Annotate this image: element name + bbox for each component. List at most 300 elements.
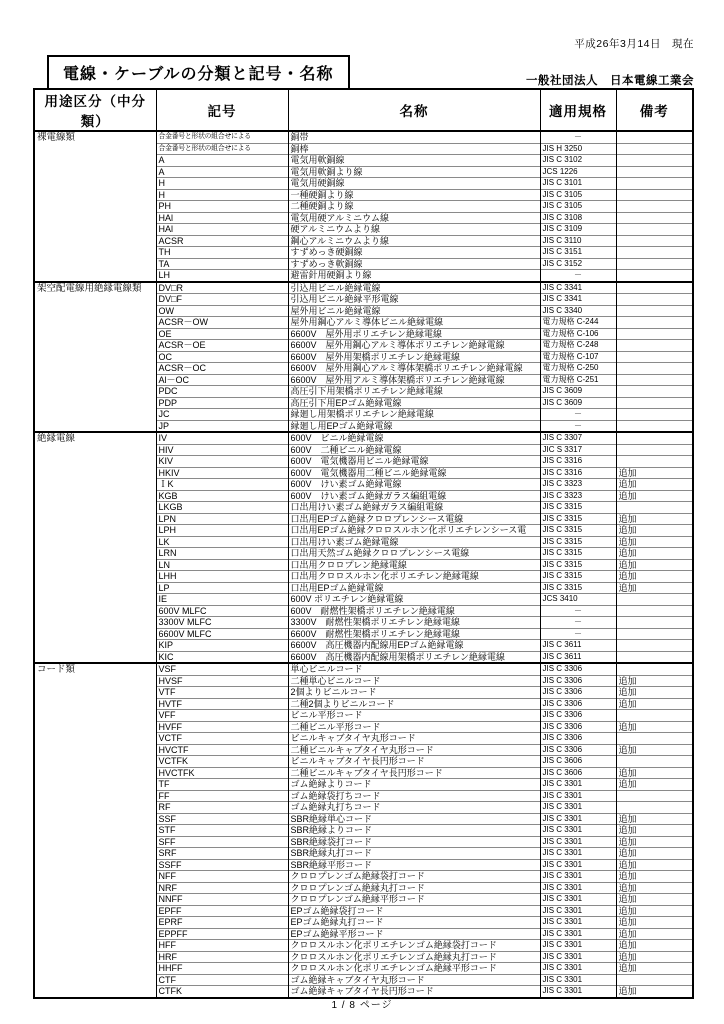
category-cell: 架空配電線用絶縁電線類 (34, 282, 156, 433)
symbol-cell: LPH (156, 525, 288, 537)
name-cell: 口出用けい素ゴム絶縁ガラス編組電線 (288, 502, 540, 514)
standard-cell: JIS C 3306 (540, 663, 616, 675)
symbol-cell: VFF (156, 710, 288, 722)
standard-cell: JIS C 3301 (540, 986, 616, 998)
symbol-cell: LK (156, 536, 288, 548)
symbol-cell: SSF (156, 813, 288, 825)
standard-cell: JIS C 3301 (540, 871, 616, 883)
remark-cell: 追加 (616, 825, 693, 837)
standard-cell: JIS C 3606 (540, 767, 616, 779)
standard-cell: 電力規格 C-244 (540, 317, 616, 329)
symbol-cell: ACSR (156, 235, 288, 247)
symbol-cell: HVTF (156, 698, 288, 710)
remark-cell: 追加 (616, 779, 693, 791)
standard-cell: JIS C 3609 (540, 386, 616, 398)
symbol-cell: KIV (156, 456, 288, 468)
remark-cell (616, 974, 693, 986)
name-cell: 縁廻し用架橋ポリエチレン絶縁電線 (288, 409, 540, 421)
remark-cell: 追加 (616, 767, 693, 779)
remark-cell (616, 502, 693, 514)
name-cell: 電気用硬銅線 (288, 178, 540, 190)
symbol-cell: KGB (156, 490, 288, 502)
name-cell: 縁廻し用EPゴム絶縁電線 (288, 420, 540, 432)
remark-cell: 追加 (616, 559, 693, 571)
symbol-cell: TH (156, 247, 288, 259)
symbol-cell: IE (156, 594, 288, 606)
symbol-cell: ＩK (156, 479, 288, 491)
remark-cell (616, 224, 693, 236)
standard-cell: JIS C 3301 (540, 928, 616, 940)
remark-cell (616, 351, 693, 363)
page-number: 1 / 8 ページ (331, 1000, 393, 1011)
standard-cell: － (540, 605, 616, 617)
symbol-cell: IV (156, 432, 288, 444)
table-body (34, 131, 693, 998)
column-header-standard: 適用規格 (540, 89, 616, 131)
symbol-cell: Al－OC (156, 374, 288, 386)
name-cell: SBR絶縁丸打コード (288, 848, 540, 860)
table-header-row (34, 89, 693, 131)
symbol-cell: EPPFF (156, 928, 288, 940)
remark-cell (616, 155, 693, 167)
standard-cell: JIS C 3301 (540, 859, 616, 871)
remark-cell: 追加 (616, 582, 693, 594)
standard-cell: JIS C 3301 (540, 963, 616, 975)
table-row (34, 131, 693, 143)
symbol-cell: ACSR－OC (156, 363, 288, 375)
name-cell: 600V ポリエチレン絶縁電線 (288, 594, 540, 606)
name-cell: 鋼心アルミニウムより線 (288, 235, 540, 247)
remark-cell: 追加 (616, 513, 693, 525)
symbol-cell: VTF (156, 687, 288, 699)
standard-cell: JIS C 3323 (540, 490, 616, 502)
standard-cell: JIS C 3307 (540, 432, 616, 444)
name-cell: 屋外用鋼心アルミ導体ビニル絶縁電線 (288, 317, 540, 329)
standard-cell: JCS 1226 (540, 166, 616, 178)
symbol-cell: LRN (156, 548, 288, 560)
standard-cell: JIS C 3315 (540, 525, 616, 537)
symbol-cell: H (156, 189, 288, 201)
symbol-cell: JC (156, 409, 288, 421)
remark-cell (616, 640, 693, 652)
table-row (34, 282, 693, 294)
remark-cell: 追加 (616, 675, 693, 687)
standard-cell: JIS C 3301 (540, 974, 616, 986)
name-cell: SBR絶縁平形コード (288, 859, 540, 871)
remark-cell (616, 143, 693, 155)
remark-cell: 追加 (616, 963, 693, 975)
standard-cell: － (540, 131, 616, 143)
symbol-cell: 合金番号と形状の組合せによる (156, 143, 288, 155)
standard-cell: JIS C 3108 (540, 212, 616, 224)
remark-cell (616, 802, 693, 814)
name-cell: ゴム絶縁袋打ちコード (288, 790, 540, 802)
remark-cell (616, 247, 693, 259)
symbol-cell: SRF (156, 848, 288, 860)
remark-cell (616, 733, 693, 745)
remark-cell: 追加 (616, 721, 693, 733)
standard-cell: JIS C 3340 (540, 305, 616, 317)
name-cell: ゴム絶縁よりコード (288, 779, 540, 791)
remark-cell (616, 756, 693, 768)
symbol-cell: DV□F (156, 294, 288, 306)
remark-cell (616, 710, 693, 722)
remark-cell (616, 594, 693, 606)
remark-cell: 追加 (616, 698, 693, 710)
remark-cell (616, 409, 693, 421)
symbol-cell: HIV (156, 444, 288, 456)
remark-cell (616, 363, 693, 375)
symbol-cell: ACSR－OE (156, 340, 288, 352)
standard-cell: JIS C 3609 (540, 397, 616, 409)
remark-cell: 追加 (616, 859, 693, 871)
standard-cell: JIS C 3301 (540, 940, 616, 952)
symbol-cell: CTF (156, 974, 288, 986)
standard-cell: JIS C 3110 (540, 235, 616, 247)
name-cell: SBR絶縁よりコード (288, 825, 540, 837)
name-cell: 電気用硬アルミニウム線 (288, 212, 540, 224)
standard-cell: 電力規格 C-106 (540, 328, 616, 340)
standard-cell: JCS 3410 (540, 594, 616, 606)
remark-cell (616, 258, 693, 270)
name-cell: クロロスルホン化ポリエチレンゴム絶縁平形コード (288, 963, 540, 975)
remark-cell (616, 282, 693, 294)
name-cell: 二種ビニルキャブタイヤ丸形コード (288, 744, 540, 756)
name-cell: EPゴム絶縁平形コード (288, 928, 540, 940)
name-cell: クロロスルホン化ポリエチレンゴム絶縁丸打コード (288, 951, 540, 963)
name-cell: 600V 電気機器用ビニル絶縁電線 (288, 456, 540, 468)
name-cell: EPゴム絶縁丸打コード (288, 917, 540, 929)
name-cell: 口出用EPゴム絶縁クロロスルホン化ポリエチレンシース電 (288, 525, 540, 537)
remark-cell (616, 235, 693, 247)
standard-cell: JIS C 3323 (540, 479, 616, 491)
remark-cell (616, 328, 693, 340)
remark-cell (616, 178, 693, 190)
standard-cell: JIS C 3341 (540, 294, 616, 306)
category-cell: 裸電線類 (34, 131, 156, 282)
remark-cell: 追加 (616, 951, 693, 963)
standard-cell: JIS C 3316 (540, 467, 616, 479)
standard-cell: JIS C 3306 (540, 675, 616, 687)
symbol-cell: LH (156, 270, 288, 282)
remark-cell (616, 317, 693, 329)
standard-cell: － (540, 409, 616, 421)
symbol-cell: A (156, 155, 288, 167)
remark-cell: 追加 (616, 479, 693, 491)
standard-cell: － (540, 270, 616, 282)
symbol-cell: KIC (156, 651, 288, 663)
remark-cell (616, 617, 693, 629)
name-cell: すずめっき軟銅線 (288, 258, 540, 270)
symbol-cell: NNFF (156, 894, 288, 906)
symbol-cell: PDP (156, 397, 288, 409)
name-cell: 銅帯 (288, 131, 540, 143)
name-cell: 6600V 屋外用鋼心アルミ導体ポリエチレン絶縁電線 (288, 340, 540, 352)
name-cell: 600V けい素ゴム絶縁ガラス編組電線 (288, 490, 540, 502)
name-cell: 6600V 高圧機器内配線用架橋ポリエチレン絶縁電線 (288, 651, 540, 663)
symbol-cell: LPN (156, 513, 288, 525)
symbol-cell: LKGB (156, 502, 288, 514)
remark-cell: 追加 (616, 894, 693, 906)
standard-cell: JIS C 3301 (540, 882, 616, 894)
name-cell: 口出用EPゴム絶縁クロロプレンシース電線 (288, 513, 540, 525)
standard-cell: JIS C 3606 (540, 756, 616, 768)
column-header-symbol: 記号 (156, 89, 288, 131)
standard-cell: JIS C 3341 (540, 282, 616, 294)
name-cell: 6600V 屋外用架橋ポリエチレン絶縁電線 (288, 351, 540, 363)
standard-cell: JIS C 3105 (540, 201, 616, 213)
remark-cell: 追加 (616, 467, 693, 479)
name-cell: 二種ビニル平形コード (288, 721, 540, 733)
name-cell: 硬アルミニウムより線 (288, 224, 540, 236)
remark-cell: 追加 (616, 548, 693, 560)
symbol-cell: DV□R (156, 282, 288, 294)
symbol-cell: SFF (156, 836, 288, 848)
name-cell: クロロスルホン化ポリエチレンゴム絶縁袋打コード (288, 940, 540, 952)
symbol-cell: TF (156, 779, 288, 791)
name-cell: 口出用けい素ゴム絶縁電線 (288, 536, 540, 548)
remark-cell (616, 628, 693, 640)
name-cell: 屋外用ビニル絶縁電線 (288, 305, 540, 317)
remark-cell (616, 270, 693, 282)
remark-cell (616, 305, 693, 317)
name-cell: クロロプレンゴム絶縁袋打コード (288, 871, 540, 883)
name-cell: クロロプレンゴム絶縁丸打コード (288, 882, 540, 894)
standard-cell: JIS C 3611 (540, 651, 616, 663)
symbol-cell: A (156, 166, 288, 178)
remark-cell: 追加 (616, 940, 693, 952)
standard-cell: JIS C 3105 (540, 189, 616, 201)
name-cell: ゴム絶縁丸打ちコード (288, 802, 540, 814)
remark-cell: 追加 (616, 836, 693, 848)
remark-cell: 追加 (616, 813, 693, 825)
name-cell: 引込用ビニル絶縁電線 (288, 282, 540, 294)
name-cell: SBR絶縁単心コード (288, 813, 540, 825)
symbol-cell: HRF (156, 951, 288, 963)
standard-cell: JIS C 3301 (540, 802, 616, 814)
standard-cell: JIS C 3301 (540, 848, 616, 860)
standard-cell: JIS C 3306 (540, 744, 616, 756)
remark-cell (616, 444, 693, 456)
remark-cell (616, 397, 693, 409)
remark-cell (616, 374, 693, 386)
remark-cell: 追加 (616, 525, 693, 537)
symbol-cell: VSF (156, 663, 288, 675)
category-cell: 絶縁電線 (34, 432, 156, 663)
symbol-cell: HVCTFK (156, 767, 288, 779)
name-cell: すずめっき硬銅線 (288, 247, 540, 259)
remark-cell: 追加 (616, 986, 693, 998)
table-row (34, 663, 693, 675)
remark-cell (616, 456, 693, 468)
symbol-cell: NFF (156, 871, 288, 883)
standard-cell: JIS C 3306 (540, 733, 616, 745)
remark-cell: 追加 (616, 536, 693, 548)
remark-cell: 追加 (616, 917, 693, 929)
symbol-cell: EPFF (156, 905, 288, 917)
symbol-cell: LN (156, 559, 288, 571)
table-header (34, 89, 693, 131)
remark-cell (616, 386, 693, 398)
symbol-cell: OC (156, 351, 288, 363)
symbol-cell: SSFF (156, 859, 288, 871)
remark-cell (616, 605, 693, 617)
symbol-cell: CTFK (156, 986, 288, 998)
name-cell: クロロプレンゴム絶縁平形コード (288, 894, 540, 906)
symbol-cell: LHH (156, 571, 288, 583)
symbol-cell: HVFF (156, 721, 288, 733)
standard-cell: JIS C 3306 (540, 698, 616, 710)
remark-cell (616, 790, 693, 802)
name-cell: EPゴム絶縁袋打コード (288, 905, 540, 917)
remark-cell: 追加 (616, 871, 693, 883)
standard-cell: JIS C 3315 (540, 571, 616, 583)
name-cell: 口出用クロロスルホン化ポリエチレン絶縁電線 (288, 571, 540, 583)
symbol-cell: H (156, 178, 288, 190)
name-cell: SBR絶縁袋打コード (288, 836, 540, 848)
table-row (34, 432, 693, 444)
name-cell: 口出用クロロプレン絶縁電線 (288, 559, 540, 571)
column-header-remark: 備考 (616, 89, 693, 131)
symbol-cell: VCTF (156, 733, 288, 745)
remark-cell: 追加 (616, 905, 693, 917)
remark-cell (616, 131, 693, 143)
name-cell: 600V ビニル絶縁電線 (288, 432, 540, 444)
symbol-cell: NRF (156, 882, 288, 894)
name-cell: 2個よりビニルコード (288, 687, 540, 699)
symbol-cell: EPRF (156, 917, 288, 929)
standard-cell: JIS C 3102 (540, 155, 616, 167)
name-cell: ビニルキャブタイヤ丸形コード (288, 733, 540, 745)
standard-cell: － (540, 628, 616, 640)
wire-classification-table (33, 88, 694, 999)
standard-cell: JIS C 3306 (540, 710, 616, 722)
symbol-cell: FF (156, 790, 288, 802)
symbol-cell: OW (156, 305, 288, 317)
standard-cell: 電力規格 C-251 (540, 374, 616, 386)
symbol-cell: KIP (156, 640, 288, 652)
remark-cell (616, 166, 693, 178)
name-cell: 高圧引下用EPゴム絶縁電線 (288, 397, 540, 409)
standard-cell: JIS C 3315 (540, 502, 616, 514)
standard-cell: JIS C 3101 (540, 178, 616, 190)
symbol-cell: 合金番号と形状の組合せによる (156, 131, 288, 143)
standard-cell: JIC S 3317 (540, 444, 616, 456)
remark-cell (616, 189, 693, 201)
standard-cell: 電力規格 C-248 (540, 340, 616, 352)
name-cell: 電気用軟銅線 (288, 155, 540, 167)
remark-cell (616, 663, 693, 675)
name-cell: 銅棒 (288, 143, 540, 155)
remark-cell (616, 294, 693, 306)
remark-cell: 追加 (616, 928, 693, 940)
standard-cell: JIS C 3315 (540, 536, 616, 548)
name-cell: 口出用EPゴム絶縁電線 (288, 582, 540, 594)
name-cell: 一種硬銅より線 (288, 189, 540, 201)
name-cell: ゴム絶縁キャブタイヤ丸形コード (288, 974, 540, 986)
name-cell: 二種ビニルキャブタイヤ長円形コード (288, 767, 540, 779)
symbol-cell: PDC (156, 386, 288, 398)
standard-cell: JIS C 3109 (540, 224, 616, 236)
standard-cell: JIS C 3152 (540, 258, 616, 270)
standard-cell: JIS C 3301 (540, 951, 616, 963)
standard-cell: JIS C 3315 (540, 559, 616, 571)
remark-cell: 追加 (616, 744, 693, 756)
name-cell: 引込用ビニル絶縁平形電線 (288, 294, 540, 306)
organization-name: 一般社団法人 日本電線工業会 (526, 75, 694, 87)
symbol-cell: 6600V MLFC (156, 628, 288, 640)
symbol-cell: HVSF (156, 675, 288, 687)
category-cell: コード類 (34, 663, 156, 998)
name-cell: 6600V 屋外用アルミ導体架橋ポリエチレン絶縁電線 (288, 374, 540, 386)
name-cell: ゴム絶縁キャブタイヤ長円形コード (288, 986, 540, 998)
remark-cell: 追加 (616, 490, 693, 502)
name-cell: 二種2個よりビニルコード (288, 698, 540, 710)
symbol-cell: OE (156, 328, 288, 340)
symbol-cell: 3300V MLFC (156, 617, 288, 629)
standard-cell: JIS C 3301 (540, 836, 616, 848)
remark-cell (616, 340, 693, 352)
standard-cell: JIS C 3316 (540, 456, 616, 468)
symbol-cell: TA (156, 258, 288, 270)
symbol-cell: ACSR－OW (156, 317, 288, 329)
standard-cell: JIS C 3151 (540, 247, 616, 259)
name-cell: 二種硬銅より線 (288, 201, 540, 213)
standard-cell: JIS C 3306 (540, 687, 616, 699)
symbol-cell: JP (156, 420, 288, 432)
name-cell: 単心ビニルコード (288, 663, 540, 675)
remark-cell: 追加 (616, 882, 693, 894)
standard-cell: JIS C 3301 (540, 894, 616, 906)
remark-cell (616, 212, 693, 224)
date-line: 平成26年3月14日 現在 (574, 38, 694, 50)
symbol-cell: HAl (156, 224, 288, 236)
name-cell: 6600V 屋外用鋼心アルミ導体架橋ポリエチレン絶縁電線 (288, 363, 540, 375)
name-cell: ビニルキャブタイヤ長円形コード (288, 756, 540, 768)
standard-cell: 電力規格 C-250 (540, 363, 616, 375)
remark-cell: 追加 (616, 687, 693, 699)
name-cell: 600V 電気機器用二種ビニル絶縁電線 (288, 467, 540, 479)
standard-cell: － (540, 617, 616, 629)
name-cell: 6600V 耐燃性架橋ポリエチレン絶縁電線 (288, 628, 540, 640)
symbol-cell: HHFF (156, 963, 288, 975)
name-cell: 6600V 屋外用ポリエチレン絶縁電線 (288, 328, 540, 340)
standard-cell: JIS C 3306 (540, 721, 616, 733)
remark-cell: 追加 (616, 571, 693, 583)
name-cell: 電気用軟銅より線 (288, 166, 540, 178)
standard-cell: JIS C 3315 (540, 548, 616, 560)
standard-cell: JIS C 3611 (540, 640, 616, 652)
symbol-cell: VCTFK (156, 756, 288, 768)
symbol-cell: LP (156, 582, 288, 594)
standard-cell: JIS C 3315 (540, 582, 616, 594)
symbol-cell: HFF (156, 940, 288, 952)
remark-cell (616, 651, 693, 663)
standard-cell: － (540, 420, 616, 432)
standard-cell: JIS C 3301 (540, 905, 616, 917)
name-cell: 3300V 耐燃性架橋ポリエチレン絶縁電線 (288, 617, 540, 629)
remark-cell (616, 201, 693, 213)
standard-cell: 電力規格 C-107 (540, 351, 616, 363)
standard-cell: JIS C 3301 (540, 779, 616, 791)
remark-cell (616, 432, 693, 444)
name-cell: 高圧引下用架橋ポリエチレン絶縁電線 (288, 386, 540, 398)
remark-cell: 追加 (616, 848, 693, 860)
column-header-category: 用途区分（中分類） (34, 89, 156, 131)
symbol-cell: PH (156, 201, 288, 213)
standard-cell: JIS C 3301 (540, 813, 616, 825)
remark-cell (616, 420, 693, 432)
